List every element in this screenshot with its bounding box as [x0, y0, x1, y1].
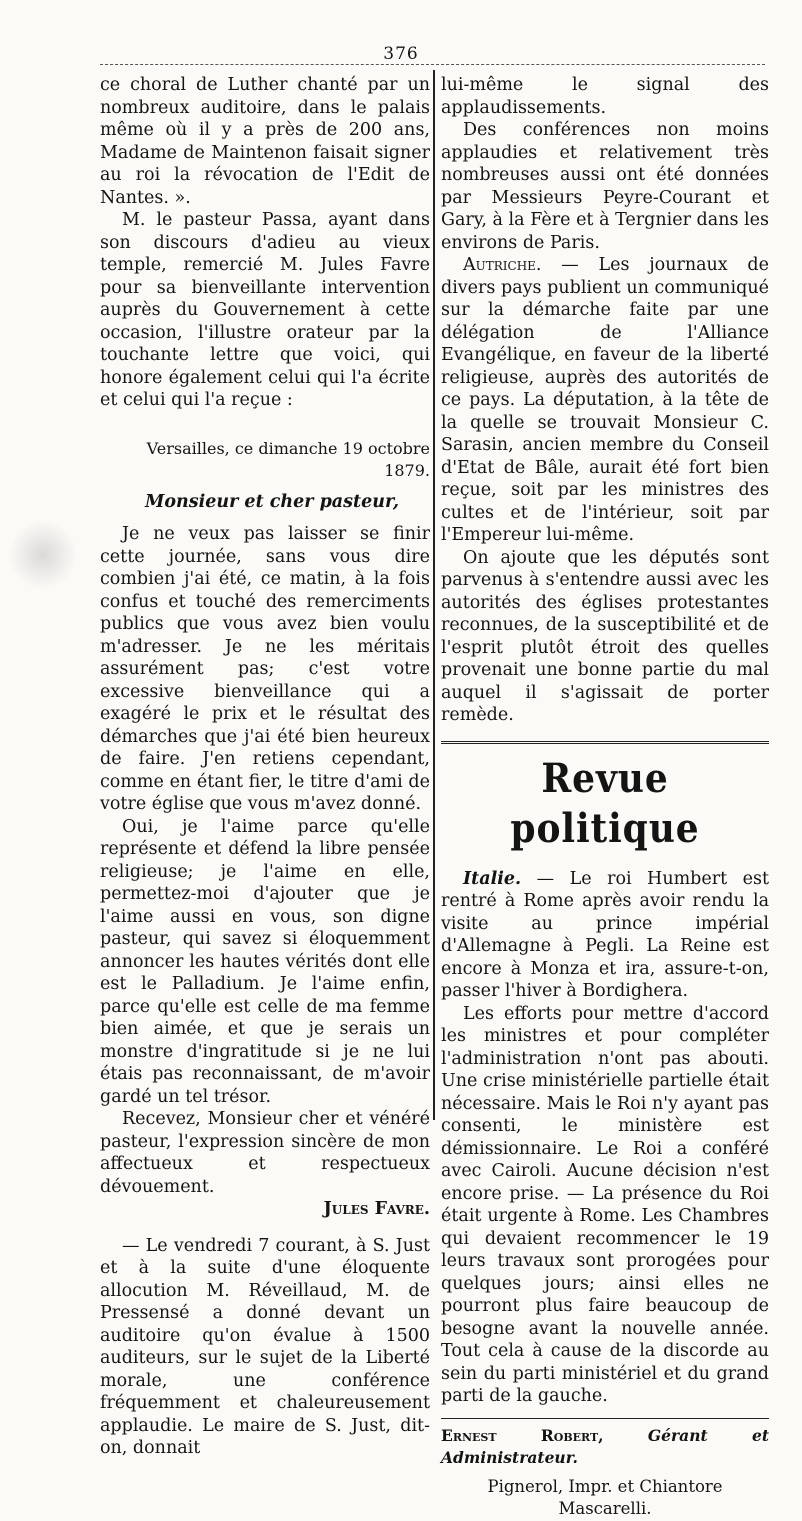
letter-paragraph: Oui, je l'aime parce qu'elle représente et défend la libre pensée religieuse; je l'aime en elle, permettez-moi d'ajouter que je l'aime aussi en vous, son digne pasteur, qui savez si éloquemment annoncer les hautes vérités dont elle est le Palladium. Je l'aime enfin, parce qu'elle est celle de ma femme bien aimée, et que je serais un monstre d'ingratitude si je ne lui étais pas reconnaissant, de m'avoir gardé un tel trésor.	[100, 816, 430, 1107]
paragraph: M. le pasteur Passa, ayant dans son discours d'adieu au vieux temple, remercié M. Jules Favre pour sa bienveillante intervention auprès du Gouvernement à cette occasion, l'illustre orateur par la touchante lettre que voici, qui honore également celui qui l'a écrite et celui qui l'a reçue :	[100, 210, 430, 410]
section-rule	[441, 741, 769, 744]
letter-paragraph: Je ne veux pas laisser se finir cette journée, sans vous dire combien j'ai été, ce matin, à la fois confus et touché des remerciments publics que vous avez bien voulu m'adresser. Je ne les méritais assurément pas; c'est votre excessive bienveillance qui a exagéré le prix et le résultat des démarches que j'ai été bien heureux de faire. J'en retiens cependant, comme en étant fier, le titre d'ami de votre église que vous m'avez donné.	[100, 524, 430, 814]
paragraph-text: — Le roi Humbert est rentré à Rome après avoir rendu la visite au prince impérial d'Allemagne à Pegli. La Reine est encore à Monza et ira, assure-t-on, passer l'hiver à Bordighera.	[441, 868, 769, 1001]
page-number: 376	[383, 44, 419, 64]
column-divider	[433, 70, 435, 1120]
manager-role: Gérant et Administrateur.	[441, 1425, 769, 1467]
paragraph: — Le vendredi 7 courant, à S. Just et à la suite d'une éloquente allocution M. Réveillaud, M. de Pressensé a donné devant un auditoire qu'on évalue à 1500 auditeurs, sur le sujet de la Liberté morale, une conférence fréquemment et chaleureusement applaudie. Le maire de S. Just, dit-on, donnait	[100, 1235, 430, 1458]
country-label: Italie.	[463, 868, 522, 889]
manager-line	[441, 1425, 769, 1470]
left-column	[100, 74, 430, 1460]
letter-paragraph: Recevez, Monsieur cher et vénéré pasteur, l'expression sincère de mon affectueux et respectueux dévouement.	[100, 1109, 430, 1197]
printer-line: Pignerol, Impr. et Chiantore Mascarelli.	[487, 1476, 723, 1518]
header-rule	[100, 64, 765, 65]
manager-name: Ernest Robert,	[441, 1425, 604, 1445]
letter-dateline: Versailles, ce dimanche 19 octobre 1879.	[146, 438, 430, 480]
italie-paragraph	[441, 868, 769, 1003]
autriche-paragraph	[441, 254, 769, 547]
footer-rule	[441, 1418, 769, 1419]
paragraph: Des conférences non moins applaudies et relativement très nombreuses aussi ont été données par Messieurs Peyre-Courant et Gary, à la Fère et à Tergnier dans les environs de Paris.	[441, 120, 769, 253]
section-title: Revue politique	[510, 754, 700, 852]
country-label: Autriche.	[463, 255, 542, 275]
paragraph-text: — Les journaux de divers pays publient un communiqué sur la démarche faite par une délégation de l'Alliance Evangélique, en faveur de la liberté religieuse, auprès des autorités de ce pays. La députation, à la tête de la quelle se trouvait Monsieur C. Sarasin, ancien membre du Conseil d'Etat de Bâle, aurait été fort bien reçue, soit par les ministres des cultes et de l'intérieur, soit par l'Empereur lui-même.	[441, 255, 769, 545]
paragraph: lui-même le signal des applaudissements.	[441, 75, 769, 118]
letter-salutation: Monsieur et cher pasteur,	[145, 491, 399, 512]
paragraph: ce choral de Luther chanté par un nombreux auditoire, dans le palais même où il y a près de 200 ans, Madame de Maintenon faisait signer au roi la révocation de l'Edit de Nantes. ».	[100, 75, 430, 208]
letter-signature: Jules Favre.	[323, 1199, 430, 1219]
paragraph: Les efforts pour mettre d'accord les ministres et pour compléter l'administration n'ont pas abouti. Une crise ministérielle partielle était nécessaire. Mais le Roi n'y ayant pas consenti, le ministère est démissionnaire. Le Roi a conféré avec Cairoli. Aucune décision n'est encore prise. — La présence du Roi était urgente à Rome. Les Chambres qui devaient recommencer le 19 leurs travaux sont prorogées pour quelques jours; ainsi elles ne pourront plus faire beaucoup de besogne avant la nouvelle année. Tout cela à cause de la discorde au sein du parti ministériel et du grand parti de la gauche.	[441, 1003, 770, 1406]
paragraph: On ajoute que les députés sont parvenus à s'entendre aussi avec les autorités des églises protestantes reconnues, de la susceptibilité et de l'esprit plutôt étroit des quelles provenait une bonne partie du mal auquel il s'agissait de porter remède.	[441, 547, 769, 725]
ink-smudge	[8, 520, 78, 590]
right-column	[441, 74, 769, 1521]
